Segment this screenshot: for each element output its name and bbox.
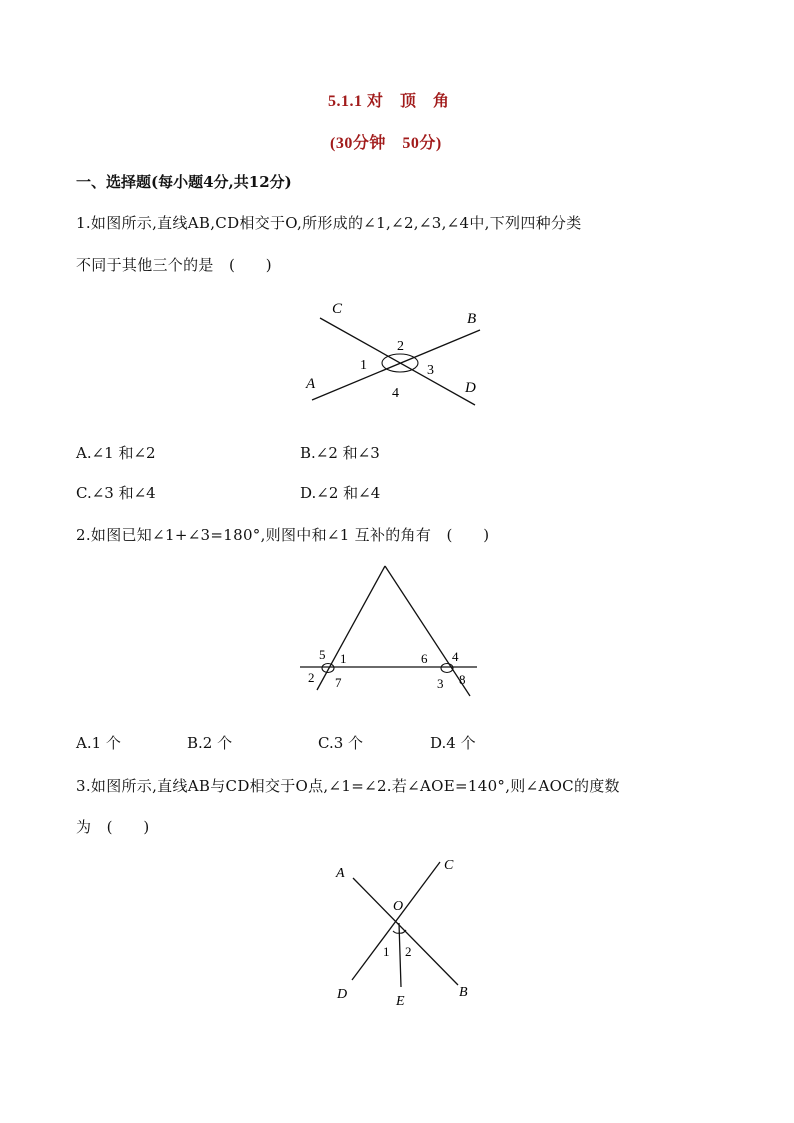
question-1-option-a[interactable]: A.∠1 和∠2 xyxy=(76,444,156,462)
question-2-option-c[interactable]: C.3 个 xyxy=(318,734,364,752)
label-D: D xyxy=(337,987,348,1002)
label-angle-2: 2 xyxy=(308,670,315,685)
label-angle-3: 3 xyxy=(427,363,434,378)
line-ab xyxy=(353,878,458,985)
label-D: D xyxy=(465,380,476,396)
page-subtitle: (30分钟 50分) xyxy=(330,135,442,152)
label-angle-7: 7 xyxy=(335,675,342,690)
label-angle-5: 5 xyxy=(319,647,326,662)
angle-1-arc xyxy=(393,931,399,933)
question-3-figure xyxy=(330,850,480,1015)
question-1-figure xyxy=(290,290,510,420)
question-2-option-a[interactable]: A.1 个 xyxy=(76,734,121,752)
label-B: B xyxy=(467,311,477,327)
angle-2-arc xyxy=(399,930,406,933)
triangle-left-side xyxy=(317,566,385,690)
label-angle-2: 2 xyxy=(405,944,412,959)
label-A: A xyxy=(306,376,316,392)
question-2-figure xyxy=(295,560,485,700)
question-2-option-d[interactable]: D.4 个 xyxy=(430,734,476,752)
page-title: 5.1.1 对 顶 角 xyxy=(328,93,450,110)
triangle-right-side xyxy=(385,566,470,696)
label-O: O xyxy=(393,899,404,914)
label-angle-2: 2 xyxy=(397,339,404,354)
question-3-line-1: 3.如图所示,直线AB与CD相交于O点,∠1=∠2.若∠AOE=140°,则∠AOC的度数 xyxy=(76,777,620,795)
label-B: B xyxy=(459,985,468,1000)
question-1-line-1: 1.如图所示,直线AB,CD相交于O,所形成的∠1,∠2,∠3,∠4中,下列四种分类 xyxy=(76,214,582,232)
question-3-line-2: 为 ( ) xyxy=(76,818,150,836)
question-1-line-2: 不同于其他三个的是 ( ) xyxy=(76,256,272,274)
label-angle-4: 4 xyxy=(392,386,399,401)
question-2-option-b[interactable]: B.2 个 xyxy=(187,734,233,752)
label-angle-1: 1 xyxy=(340,651,347,666)
label-E: E xyxy=(396,994,405,1009)
label-angle-4: 4 xyxy=(452,649,459,664)
section-heading: 一、选择题(每小题4分,共12分) xyxy=(76,173,292,191)
question-1-option-c[interactable]: C.∠3 和∠4 xyxy=(76,484,156,502)
label-angle-8: 8 xyxy=(459,672,466,687)
label-C: C xyxy=(444,858,454,873)
label-angle-1: 1 xyxy=(360,358,367,373)
label-C: C xyxy=(332,301,343,317)
question-1-option-b[interactable]: B.∠2 和∠3 xyxy=(300,444,380,462)
label-A: A xyxy=(336,866,345,881)
label-angle-3: 3 xyxy=(437,676,444,691)
label-angle-6: 6 xyxy=(421,651,428,666)
line-cd xyxy=(352,862,440,980)
label-angle-1: 1 xyxy=(383,944,390,959)
question-2-line-1: 2.如图已知∠1+∠3=180°,则图中和∠1 互补的角有 ( ) xyxy=(76,526,490,544)
question-1-option-d[interactable]: D.∠2 和∠4 xyxy=(300,484,381,502)
